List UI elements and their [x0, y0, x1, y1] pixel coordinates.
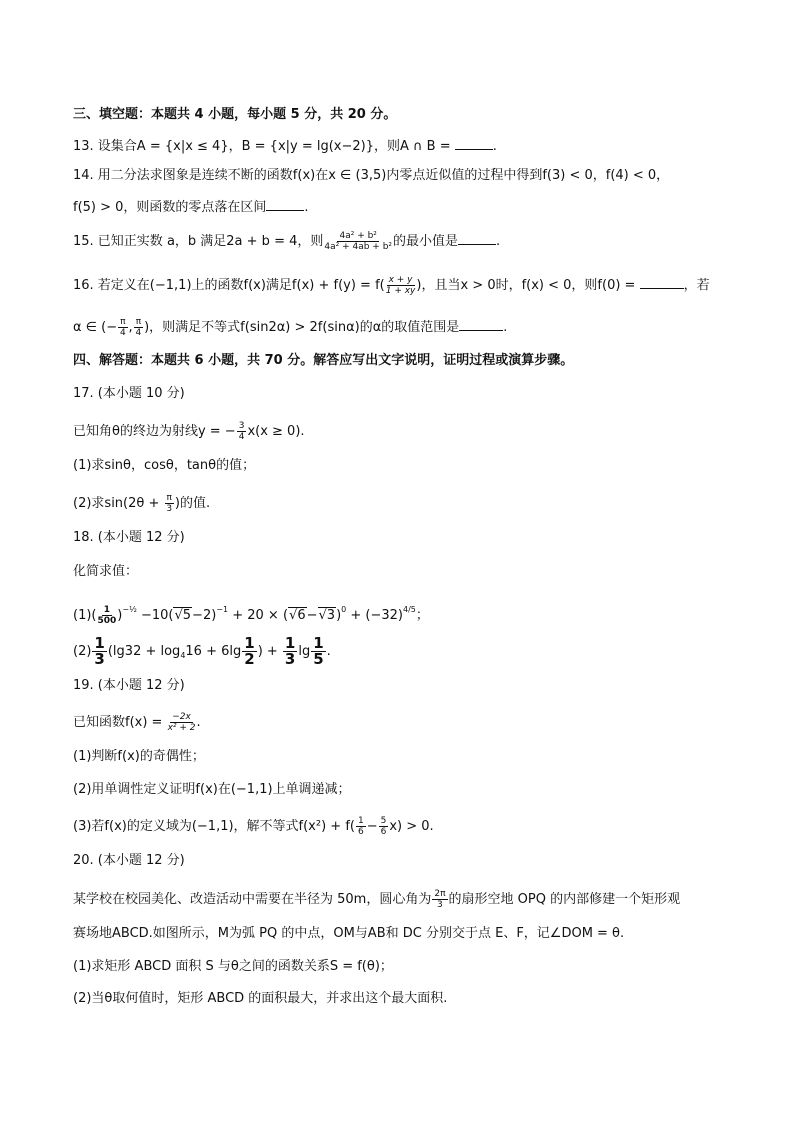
question-20-part2: (2)当θ取何值时，矩形 ABCD 的面积最大，并求出这个最大面积.	[73, 991, 448, 1006]
question-19-heading: 19. (本小题 12 分)	[73, 678, 185, 693]
section-3-title: 三、填空题：本题共 4 小题，每小题 5 分，共 20 分。	[73, 107, 397, 122]
q13-text: 13. 设集合A = {x|x ≤ 4}，B = {x|y = lg(x−2)}，则A ∩ B =	[73, 139, 455, 154]
question-20-heading: 20. (本小题 12 分)	[73, 853, 185, 868]
question-18-heading: 18. (本小题 12 分)	[73, 530, 185, 545]
q14-blank	[266, 198, 304, 211]
question-14-line1: 14. 用二分法求图象是连续不断的函数f(x)在x ∈ (3,5)内零点近似值的过程中得到f(3) < 0，f(4) < 0，	[73, 168, 670, 183]
question-19-part3: (3)若f(x)的定义域为(−1,1)，解不等式f(x²) + f( $\frac{1}{6}$ − $\frac{5}{6}$ x) > 0.	[73, 816, 434, 837]
question-19-part2: (2)用单调性定义证明f(x)在(−1,1)上单调递减；	[73, 782, 351, 797]
question-16-line1: 16. 若定义在(−1,1)上的函数f(x)满足f(x) + f(y) = f( $\frac{x + y}{1 + xy}$ )，且当x > 0时，f(x) < 0，则f(0) = ，若	[73, 275, 710, 296]
section-4-title: 四、解答题：本题共 6 小题，共 70 分。解答应写出文字说明，证明过程或演算步骤。	[73, 353, 574, 368]
question-18-part2: (2) $\frac{1}{3}$ ($\lg 32 + \log_416 + 6\lg$ $\frac{1}{2}$ ) + $\frac{1}{3}$ lg $\frac{1}{5}$ .	[73, 634, 331, 668]
question-18-part1: (1)( $\frac{1}{500}$ )$^{-\frac{1}{2}} -10(√5-2)^{-1} + 20 \times (√6-√3)^0 + (-32)^{4/5}$；	[73, 605, 429, 626]
q16-blank-1	[640, 276, 684, 289]
q13-blank	[455, 137, 493, 150]
question-17-part2: (2)求sin(2θ + $\frac{\pi}{3}$ )的值.	[73, 493, 211, 514]
question-18-stem: 化简求值：	[73, 564, 139, 579]
question-17-stem: 已知角θ的终边为射线y = − $\frac{3}{4}$ x(x ≥ 0).	[73, 421, 305, 442]
question-20-line2: 赛场地ABCD.如图所示，M为弧 PQ 的中点，OM与AB和 DC 分别交于点 E、F，记∠DOM = θ.	[73, 926, 625, 941]
question-13: 13. 设集合A = {x|x ≤ 4}，B = {x|y = lg(x−2)}，则A ∩ B = .	[73, 139, 497, 154]
q15-blank	[458, 232, 496, 245]
question-15: 15. 已知正实数 a，b 满足2a + b = 4，则 $\frac{\text{4a² + b²}}{\text{4a² + 4ab + b²}}$ 的最小值是 .	[73, 231, 501, 252]
q16-blank-2	[459, 318, 503, 331]
question-20-line1: 某学校在校园美化、改造活动中需要在半径为 50m，圆心角为 $\frac{2\pi}{3}$ 的扇形空地 OPQ 的内部修建一个矩形观	[73, 889, 681, 910]
question-16-line2: α ∈ (− $\frac{\pi}{4}$ , $\frac{\pi}{4}$ )，则满足不等式f(sin2α) > 2f(sinα)的α的取值范围是 .	[73, 317, 508, 338]
q16-fraction: $\frac{x + y}{1 + xy}$	[385, 275, 416, 296]
question-14-line2: f(5) > 0，则函数的零点落在区间 .	[73, 200, 309, 215]
question-19-stem: 已知函数f(x) = $\frac{-2x}{\text{x² + 2}}$ .	[73, 712, 201, 733]
q15-fraction: $\frac{\text{4a² + b²}}{\text{4a² + 4ab + b²}}$	[324, 231, 393, 252]
question-20-part1: (1)求矩形 ABCD 面积 S 与θ之间的函数关系S = f(θ)；	[73, 959, 393, 974]
question-17-heading: 17. (本小题 10 分)	[73, 386, 185, 401]
question-17-part1: (1)求sinθ，cosθ，tanθ的值；	[73, 458, 256, 473]
question-19-part1: (1)判断f(x)的奇偶性；	[73, 749, 205, 764]
